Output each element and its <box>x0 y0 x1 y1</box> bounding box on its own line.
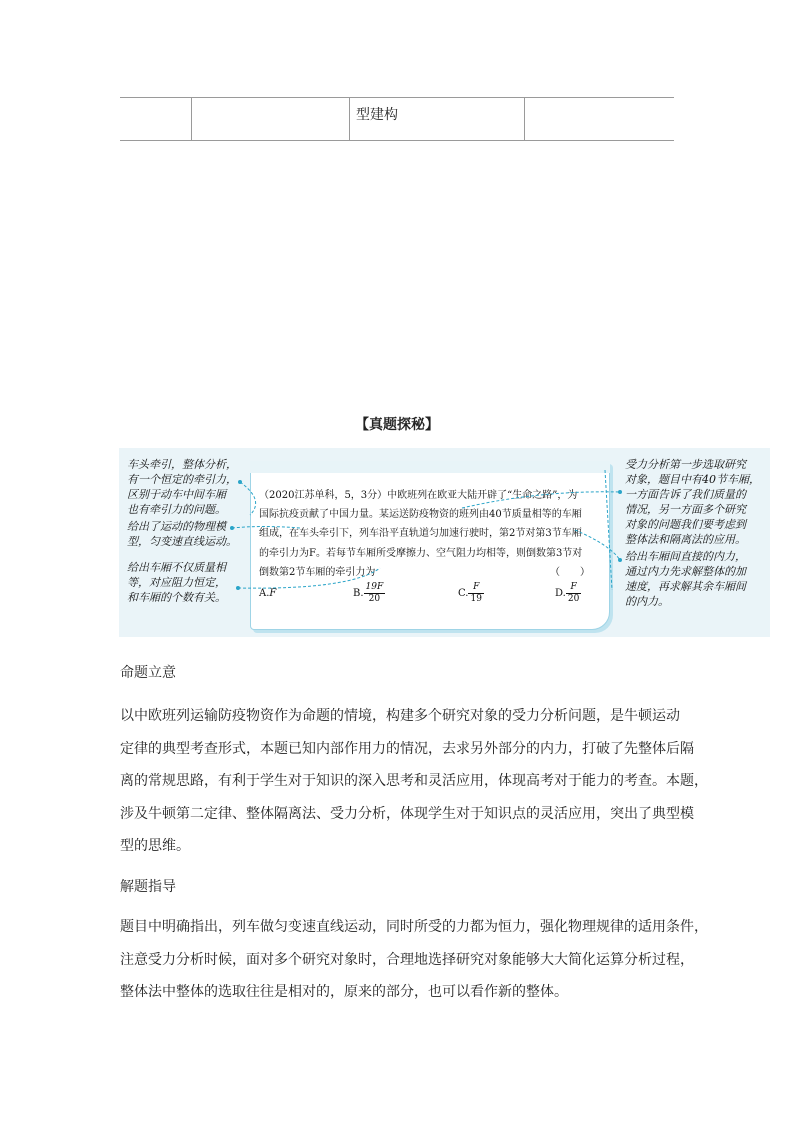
section-body-intent: 以中欧班列运输防疫物资作为命题的情境，构建多个研究对象的受力分析问题，是牛顿运动 定律的典型考查形式，本题已知内部作用力的情况，去求另外部分的内力，打破了先整体后隔 离的常规思路，有利于学生对于知识的深入思考和灵活应用，体现高考对于能力的考查。本题， 涉及牛顿第二定律、整体隔离法、受力分析，体现学生对于知识点的灵活应用，突出了典型模 型的思维。 <box>120 708 708 854</box>
option-d: D. $\frac{F}{20}$ <box>555 582 580 604</box>
question-line: 组成，在车头牵引下，列车沿平直轨道匀加速行驶时，第2节对第3节车厢 <box>259 528 582 539</box>
answer-bracket: （ ） <box>550 567 590 578</box>
option-c: C. $\frac{F}{19}$ <box>458 582 482 604</box>
question-line: 的牵引力为F。若每节车厢所受摩擦力、空气阻力均相等，则倒数第3节对 <box>259 548 583 559</box>
section-heading-guide: 解题指导 <box>120 879 176 895</box>
question-line: 倒数第2节车厢的牵引力为 <box>259 567 376 578</box>
right-note-2: 给出车厢间直接的内力， 通过内力先求解整体的加 速度，再求解其余车厢间 的内力。 <box>625 550 746 608</box>
question-line: 国际抗疫贡献了中国力量。某运送防疫物资的班列由40节质量相等的车厢 <box>259 509 582 520</box>
left-note-2: 给出了运动的物理模 型，匀变速直线运动。 <box>127 520 237 548</box>
section-title: 【真题探秘】 <box>355 417 439 433</box>
left-note-1: 车头牵引，整体分析， 有一个恒定的牵引力， 区别于动车中间车厢 也有牵引力的问题。 <box>127 458 237 516</box>
option-a: A.F <box>259 588 277 599</box>
section-body-guide: 题目中明确指出，列车做匀变速直线运动，同时所受的力都为恒力，强化物理规律的适用条件， 注意受力分析时候，面对多个研究对象时，合理地选择研究对象能够大大简化运算分析过程， 整体法中整体的选取往往是相对的，原来的部分，也可以看作新的整体。 <box>120 919 708 1000</box>
question-line: （2020江苏单科，5，3分）中欧班列在欧亚大陆开辟了“生命之路”，为 <box>259 490 578 501</box>
right-note-1: 受力分析第一步选取研究 对象，题目中有40节车厢， 一方面告诉了我们质量的 情况，另一方面多个研究 对象的问题我们要考虑到 整体法和隔离法的应用。 <box>625 458 760 546</box>
left-note-3: 给出车厢不仅质量相 等，对应阻力恒定， 和车厢的个数有关。 <box>127 561 226 604</box>
table-cell: 型建构 <box>356 107 398 123</box>
section-heading-intent: 命题立意 <box>120 665 176 681</box>
option-b: B. $\frac{19F}{20}$ <box>353 582 384 604</box>
